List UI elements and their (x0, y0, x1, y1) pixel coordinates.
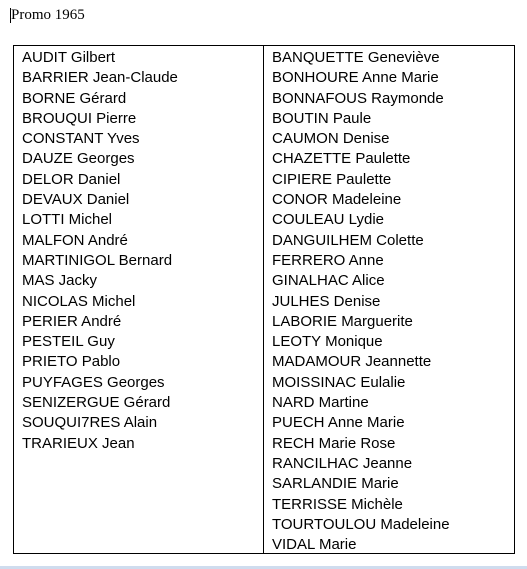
name-cell[interactable]: MALFON André (22, 231, 128, 249)
name-cell[interactable]: PUECH Anne Marie (272, 414, 405, 432)
name-cell[interactable]: COULEAU Lydie (272, 211, 384, 229)
name-cell[interactable]: VIDAL Marie (272, 536, 357, 554)
name-cell[interactable]: TOURTOULOU Madeleine (272, 515, 450, 533)
name-cell[interactable]: MOISSINAC Eulalie (272, 373, 406, 391)
name-cell[interactable]: BROUQUI Pierre (22, 109, 137, 127)
name-cell[interactable]: PUYFAGES Georges (22, 373, 165, 391)
name-cell[interactable]: CHAZETTE Paulette (272, 150, 411, 168)
name-cell[interactable]: BANQUETTE Geneviève (272, 49, 440, 66)
name-cell[interactable]: BONHOURE Anne Marie (272, 69, 439, 87)
name-cell[interactable]: FERRERO Anne (272, 251, 384, 269)
name-cell[interactable]: RECH Marie Rose (272, 434, 396, 452)
name-cell[interactable]: CAUMON Denise (272, 130, 390, 148)
name-cell[interactable]: PESTEIL Guy (22, 333, 115, 351)
name-cell[interactable]: AUDIT Gilbert (22, 49, 116, 66)
name-cell[interactable]: JULHES Denise (272, 292, 381, 310)
name-cell[interactable]: DAUZE Georges (22, 150, 135, 168)
name-cell[interactable]: SOUQUI7RES Alain (22, 414, 158, 432)
right-name-list (272, 48, 514, 555)
name-cell[interactable]: GINALHAC Alice (272, 272, 385, 290)
name-cell[interactable]: LABORIE Marguerite (272, 312, 413, 330)
name-cell[interactable]: TRARIEUX Jean (22, 434, 135, 452)
name-cell[interactable]: DEVAUX Daniel (22, 191, 130, 209)
name-cell[interactable]: DELOR Daniel (22, 170, 121, 188)
name-cell[interactable]: BONNAFOUS Raymonde (272, 89, 444, 107)
name-cell[interactable]: LOTTI Michel (22, 211, 113, 229)
name-cell[interactable]: NICOLAS Michel (22, 292, 136, 310)
name-cell[interactable]: MADAMOUR Jeannette (272, 353, 432, 371)
name-cell[interactable]: RANCILHAC Jeanne (272, 454, 413, 472)
name-cell[interactable]: CONOR Madeleine (272, 191, 402, 209)
left-column (14, 46, 264, 553)
name-cell[interactable]: CONSTANT Yves (22, 130, 140, 148)
names-table (13, 45, 515, 554)
name-cell[interactable]: DANGUILHEM Colette (272, 231, 424, 249)
name-cell[interactable]: SENIZERGUE Gérard (22, 394, 171, 412)
name-cell[interactable]: MARTINIGOL Bernard (22, 251, 173, 269)
name-cell[interactable]: SARLANDIE Marie (272, 475, 399, 493)
name-cell[interactable]: PERIER André (22, 312, 122, 330)
name-cell[interactable]: BARRIER Jean-Claude (22, 69, 178, 87)
name-cell[interactable]: TERRISSE Michèle (272, 495, 403, 513)
name-cell[interactable]: NARD Martine (272, 394, 369, 412)
document-title[interactable]: Promo 1965 (11, 7, 85, 23)
right-column (264, 46, 514, 553)
name-cell[interactable]: MAS Jacky (22, 272, 98, 290)
name-cell[interactable]: BORNE Gérard (22, 89, 127, 107)
name-cell[interactable]: BOUTIN Paule (272, 109, 372, 127)
name-cell[interactable]: CIPIERE Paulette (272, 170, 392, 188)
name-cell[interactable]: PRIETO Pablo (22, 353, 121, 371)
left-name-list (22, 48, 263, 454)
name-cell[interactable]: LEOTY Monique (272, 333, 383, 351)
